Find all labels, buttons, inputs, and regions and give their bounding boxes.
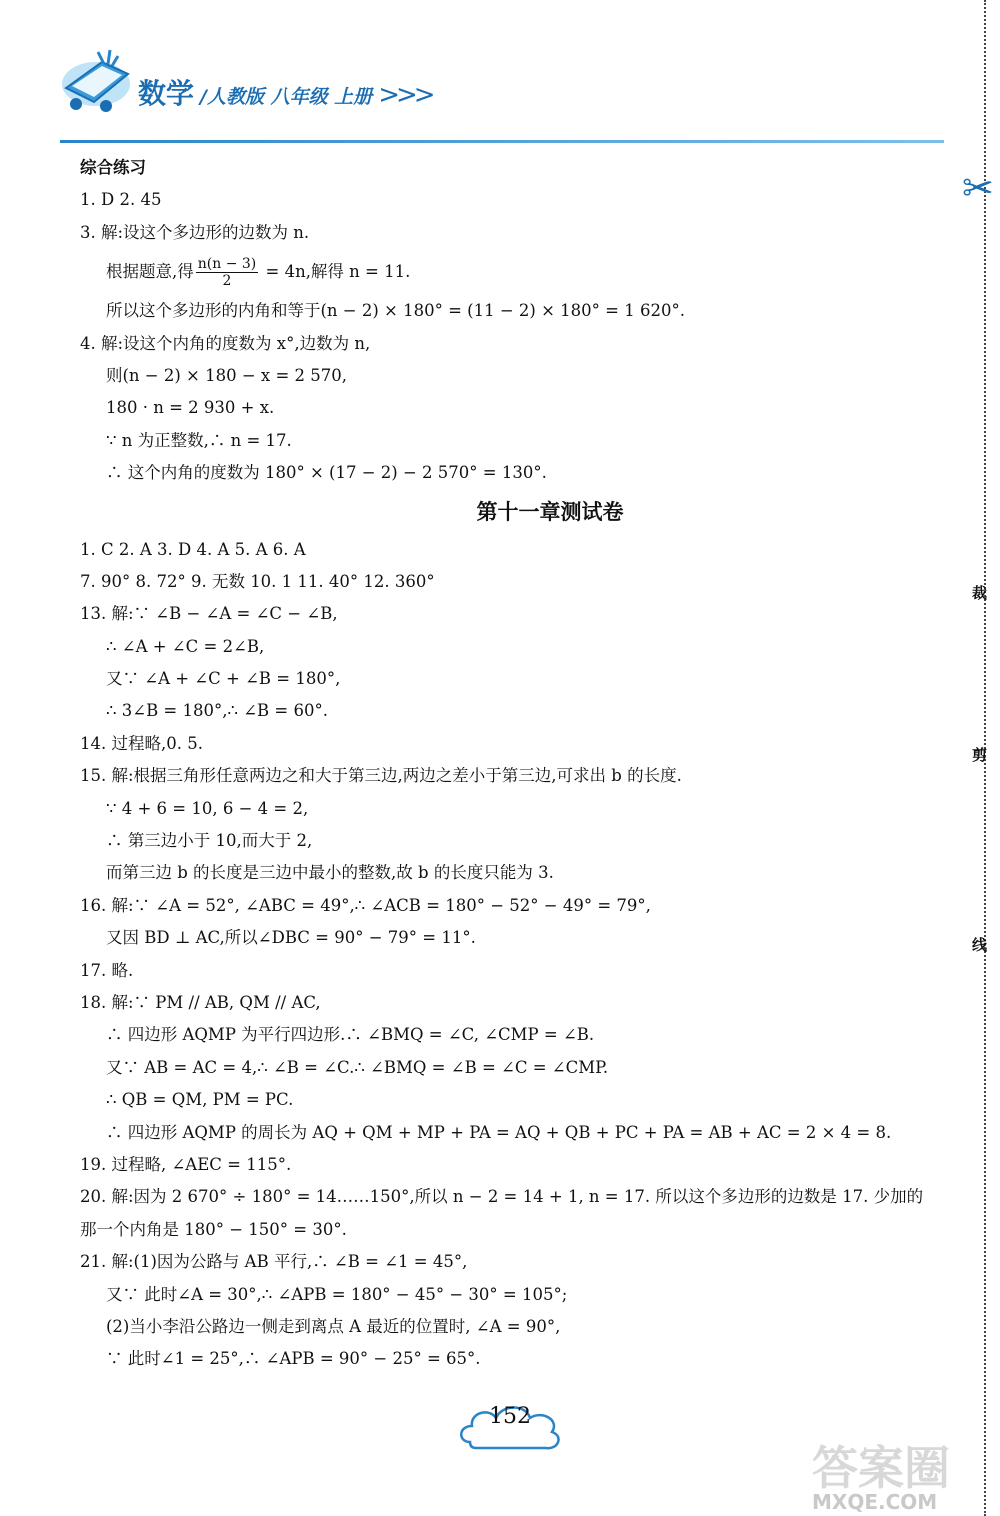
answer-line: 那一个内角是 180° − 150° = 30°. bbox=[80, 1219, 347, 1239]
fraction bbox=[196, 256, 259, 289]
answer-line: 1. C 2. A 3. D 4. A 5. A 6. A bbox=[80, 539, 306, 559]
answer-line: 又∵ ∠A + ∠C + ∠B = 180°, bbox=[106, 669, 341, 689]
answer-line: 16. 解:∵ ∠A = 52°, ∠ABC = 49°,∴ ∠ACB = 180° − 52° − 49° = 79°, bbox=[80, 895, 651, 915]
answer-content bbox=[80, 152, 960, 1376]
answer-line: 14. 过程略,0. 5. bbox=[80, 733, 203, 753]
answer-line: ∴ QB = QM, PM = PC. bbox=[106, 1090, 294, 1110]
side-label-cut: 裁 bbox=[972, 584, 988, 602]
answer-line: ∴ 四边形 AQMP 为平行四边形.∴ ∠BMQ = ∠C, ∠CMP = ∠B. bbox=[106, 1025, 595, 1045]
answer-line: 4. 解:设这个内角的度数为 x°,边数为 n, bbox=[80, 333, 371, 353]
chevron-icon: >>> bbox=[378, 80, 432, 110]
answer-line: 19. 过程略, ∠AEC = 115°. bbox=[80, 1154, 292, 1174]
section-title: 综合练习 bbox=[80, 158, 146, 177]
answer-line: ∴ 第三边小于 10,而大于 2, bbox=[106, 831, 313, 851]
answer-line: ∵ 此时∠1 = 25°,∴ ∠APB = 90° − 25° = 65°. bbox=[106, 1349, 481, 1369]
page-number: 152 bbox=[489, 1404, 531, 1429]
answer-line: 又∵ AB = AC = 4,∴ ∠B = ∠C.∴ ∠BMQ = ∠B = ∠C = ∠CMP. bbox=[106, 1057, 609, 1077]
answer-line: 1. D 2. 45 bbox=[80, 190, 162, 210]
watermark-url: MXQE.COM bbox=[812, 1490, 938, 1514]
scissors-icon: ✂ bbox=[962, 166, 994, 210]
header-title bbox=[138, 72, 432, 112]
answer-line: 3. 解:设这个多边形的边数为 n. bbox=[80, 222, 310, 242]
header-rule bbox=[60, 140, 944, 143]
chapter-title: 第十一章测试卷 bbox=[476, 499, 624, 524]
fraction-prefix: 根据题意,得 bbox=[106, 262, 194, 282]
side-label-trim: 剪 bbox=[972, 746, 988, 764]
answer-line: ∴ 四边形 AQMP 的周长为 AQ + QM + MP + PA = AQ + QB + PC + PA = AB + AC = 2 × 4 = 8. bbox=[106, 1122, 892, 1142]
header-subtitle: /人教版 八年级 上册 bbox=[200, 86, 373, 108]
answer-line: ∵ 4 + 6 = 10, 6 − 4 = 2, bbox=[106, 798, 309, 818]
fraction-line bbox=[80, 249, 960, 295]
answer-line: 所以这个多边形的内角和等于(n − 2) × 180° = (11 − 2) × 180° = 1 620°. bbox=[106, 301, 685, 321]
fraction-numerator: n(n − 3) bbox=[197, 256, 257, 273]
fraction-denominator: 2 bbox=[222, 273, 232, 290]
answer-line: 20. 解:因为 2 670° ÷ 180° = 14……150°,所以 n − 2 = 14 + 1, n = 17. 所以这个多边形的边数是 17. 少加的 bbox=[80, 1187, 924, 1207]
answer-line: 又∵ 此时∠A = 30°,∴ ∠APB = 180° − 45° − 30° = 105°; bbox=[106, 1284, 568, 1304]
answer-line: 17. 略. bbox=[80, 960, 134, 980]
answer-line: (2)当小李沿公路边一侧走到离点 A 最近的位置时, ∠A = 90°, bbox=[106, 1316, 561, 1336]
answer-line: 180 · n = 2 930 + x. bbox=[106, 398, 275, 418]
answer-line: 又因 BD ⊥ AC,所以∠DBC = 90° − 79° = 11°. bbox=[106, 928, 476, 948]
answer-line: ∵ n 为正整数,∴ n = 17. bbox=[106, 430, 292, 450]
answer-line: 15. 解:根据三角形任意两边之和大于第三边,两边之差小于第三边,可求出 b 的长度. bbox=[80, 766, 682, 786]
answer-line: ∴ 这个内角的度数为 180° × (17 − 2) − 2 570° = 130°. bbox=[106, 463, 547, 483]
answer-line: 13. 解:∵ ∠B − ∠A = ∠C − ∠B, bbox=[80, 604, 338, 624]
page-header bbox=[58, 44, 948, 124]
book-logo-icon bbox=[58, 44, 136, 116]
fraction-suffix: = 4n,解得 n = 11. bbox=[260, 262, 411, 282]
answer-line: ∴ ∠A + ∠C = 2∠B, bbox=[106, 636, 265, 656]
header-subject: 数学 bbox=[138, 77, 195, 110]
answer-line: 18. 解:∵ PM // AB, QM // AC, bbox=[80, 992, 321, 1012]
answer-line: 7. 90° 8. 72° 9. 无数 10. 1 11. 40° 12. 360° bbox=[80, 571, 435, 591]
side-label-line: 线 bbox=[972, 936, 988, 954]
watermark-logo: 答案圈 bbox=[812, 1441, 950, 1495]
answer-line: ∴ 3∠B = 180°,∴ ∠B = 60°. bbox=[106, 701, 328, 721]
answer-line: 而第三边 b 的长度是三边中最小的整数,故 b 的长度只能为 3. bbox=[106, 863, 554, 883]
answer-line: 则(n − 2) × 180 − x = 2 570, bbox=[106, 365, 348, 385]
answer-line: 21. 解:(1)因为公路与 AB 平行,∴ ∠B = ∠1 = 45°, bbox=[80, 1252, 468, 1272]
